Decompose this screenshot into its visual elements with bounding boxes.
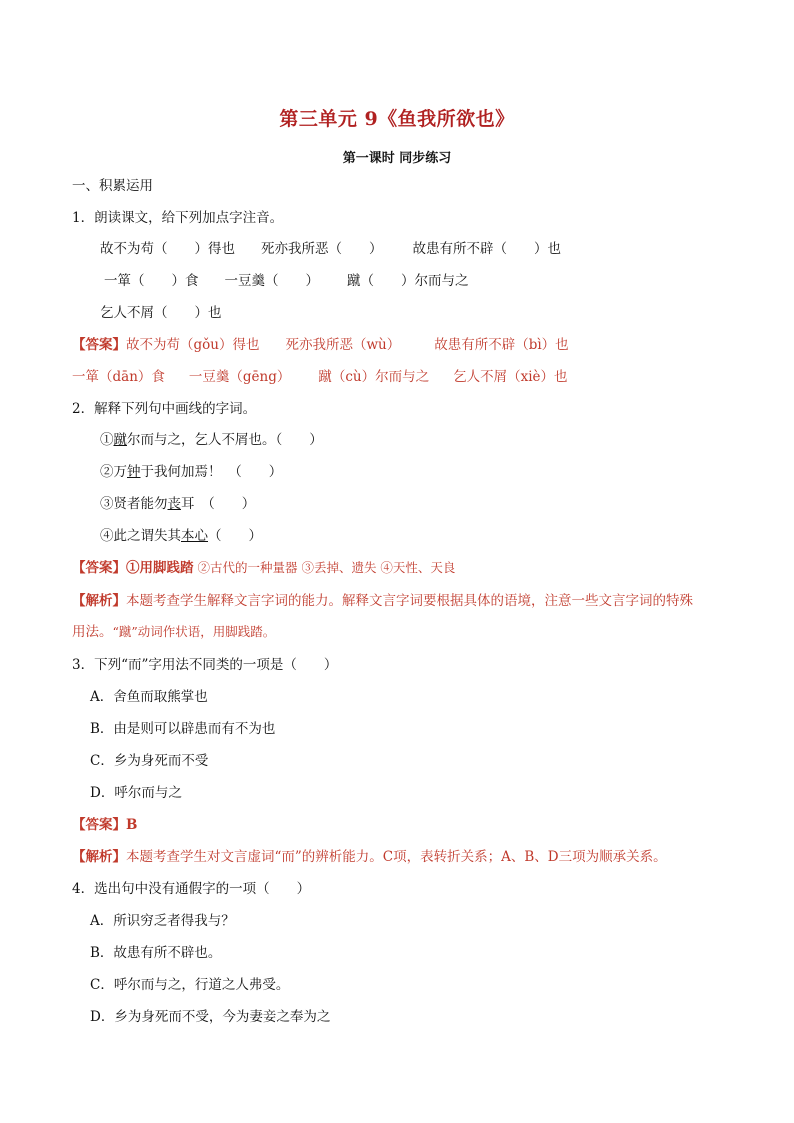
question-4-option: D．乡为身死而不受，今为妻妾之奉为之 [90,1009,331,1025]
item-text: ④此之谓失其 [100,528,181,544]
question-1-row-3: 乞人不屑（ ）也 [100,305,222,321]
question-2-item [100,526,262,546]
question-1-row-2 [104,271,469,291]
underlined-word: 本心 [181,528,208,544]
answer-tag: 【答案】 [72,337,126,353]
answer-item: 一豆羹（gēng） [188,369,291,385]
answer-item: 死亦我所恶（wù） [285,337,401,353]
question-2-analysis-line-1 [72,591,693,611]
underlined-word: 丧 [167,496,181,512]
item-text: ②万 [100,464,127,480]
answer-item: 一箪（dān）食 [72,369,165,385]
q1-item: 死亦我所恶（ ） [261,241,383,257]
q1-item: 故不为苟（ ）得也 [100,241,235,257]
item-text: 尔而与之，乞人不屑也。（ ） [127,432,323,448]
q1-item: 一豆羹（ ） [224,273,319,289]
analysis-text: 用法。 [72,624,113,640]
analysis-tag: 【解析】 [72,593,126,609]
answer-tag: 【答案】 [72,560,126,576]
question-2-stem: 2．解释下列句中画线的字词。 [72,401,257,417]
analysis-text: “蹴”动词作状语，用脚践踏。 [112,624,276,639]
answer-text: B [126,817,138,833]
question-4-option: B．故患有所不辟也。 [90,945,222,961]
question-3-option: D．呼尔而与之 [90,785,182,801]
question-4-stem: 4．选出句中没有通假字的一项（ ） [72,881,311,897]
item-text: 于我何加焉！ （ ） [140,464,283,480]
question-3-analysis [72,847,667,867]
item-text: （ ） [208,528,262,544]
question-1-answer-row-1 [72,335,569,355]
question-3-answer [72,815,137,835]
question-3-option: C．乡为身死而不受 [90,753,209,769]
answer-item: 蹴（cù）尔而与之 [318,369,430,385]
question-2-item [100,430,323,450]
answer-item: 乞人不屑（xiè）也 [453,369,568,385]
item-text: ③贤者能勿 [100,496,168,512]
q1-item: 一箪（ ）食 [104,273,199,289]
item-text: 耳 （ ） [181,496,256,512]
question-2-analysis-line-2 [72,622,275,642]
question-3-option: B．由是则可以辟患而有不为也 [90,721,276,737]
question-2-item [100,462,282,482]
analysis-tag: 【解析】 [72,849,126,865]
answer-item: 故患有所不辟（bì）也 [434,337,569,353]
answer-text: ①用脚践踏 [126,560,194,576]
underlined-word: 蹴 [113,432,127,448]
page-title: 第三单元 9《鱼我所欲也》 [279,108,515,130]
question-3-stem: 3．下列“而”字用法不同类的一项是（ ） [72,657,338,673]
answer-tag: 【答案】 [72,817,126,833]
question-4-option: C．呼尔而与之，行道之人弗受。 [90,977,290,993]
page-subtitle: 第一课时 同步练习 [342,151,452,166]
answer-text: ②古代的一种量器 ③丢掉、遗失 ④天性、天良 [193,560,456,575]
section-heading: 一、积累运用 [72,178,153,194]
question-3-option: A．舍鱼而取熊掌也 [90,689,208,705]
question-4-option: A．所识穷乏者得我与？ [90,913,235,929]
question-1-stem: 1．朗读课文，给下列加点字注音。 [72,210,284,226]
question-2-item [100,494,255,514]
underlined-word: 钟 [127,464,141,480]
item-text: ① [100,432,114,448]
q1-item: 故患有所不辟（ ）也 [412,241,561,257]
q1-item: 蹴（ ）尔而与之 [347,273,469,289]
analysis-text: 本题考查学生解释文言字词的能力。解释文言字词要根据具体的语境，注意一些文言字词的特殊 [126,593,693,609]
question-2-answer [72,558,455,578]
answer-item: 故不为苟（gǒu）得也 [126,337,260,353]
analysis-text: 本题考查学生对文言虚词“而”的辨析能力。C项，表转折关系；A、B、D三项为顺承关系。 [126,849,667,865]
question-1-answer-row-2 [72,367,568,387]
question-1-row-1 [100,239,561,259]
